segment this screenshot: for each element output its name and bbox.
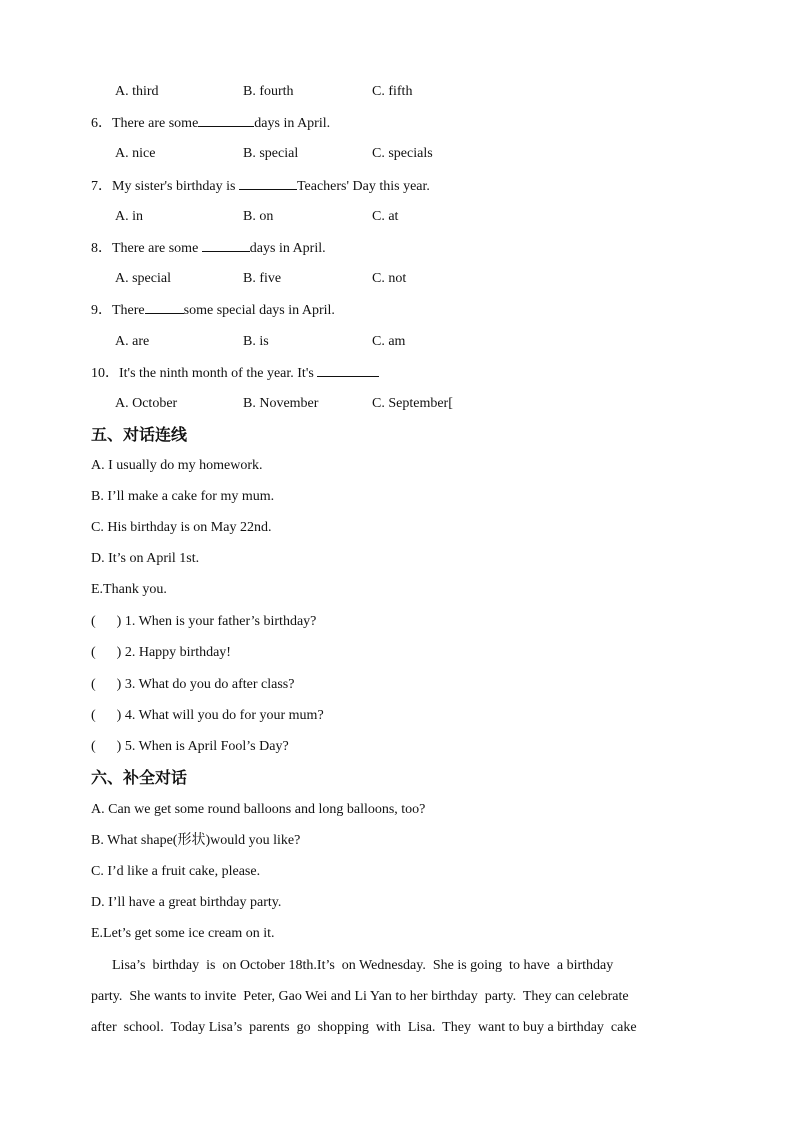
question-number: 9． [91,303,112,318]
q5-option-b: B. fourth [243,84,294,99]
question-number: 10． [91,366,119,381]
passage-line-3: after school. Today Lisa’s parents go shopping with Lisa. They want to buy a birthday cake [91,1020,637,1035]
question-9 [91,301,335,320]
q10-option-c: C. September[ [372,396,453,411]
dialogue-option-d: D. I’ll have a great birthday party. [91,895,282,910]
dialogue-option-e: E.Let’s get some ice cream on it. [91,926,275,941]
passage-line-1: Lisa’s birthday is on October 18th.It’s on Wednesday. She is going to have a birthday [91,958,614,973]
question-text-before: My sister's birthday is [112,179,239,194]
answer-paren: ( ) [91,677,122,692]
passage-line-2: party. She wants to invite Peter, Gao Wei and Li Yan to her birthday party. They can celebrate [91,989,629,1004]
q6-option-c: C. specials [372,146,433,161]
q8-option-a: A. special [115,271,171,286]
answer-choice-e: E.Thank you. [91,582,167,597]
question-text-after: some special days in April. [183,303,335,318]
answer-choice-b: B. I’ll make a cake for my mum. [91,489,275,504]
match-question-3 [91,676,294,694]
question-number: 7． [91,179,112,194]
match-question-5 [91,738,289,756]
q9-option-a: A. are [115,334,150,349]
question-text-before: It's the ninth month of the year. It's [119,366,318,381]
answer-blank [202,239,250,252]
q9-option-b: B. is [243,334,269,349]
question-text-after: days in April. [249,241,326,256]
question-6 [91,114,330,133]
question-text-before: There [112,303,145,318]
question-number: 6． [91,116,112,131]
answer-blank [239,177,297,190]
question-text: 1. When is your father’s birthday? [124,614,317,629]
q6-option-a: A. nice [115,146,156,161]
question-text: 2. Happy birthday! [124,645,231,660]
section-5-title: 五、对话连线 [91,425,188,444]
q9-option-c: C. am [372,334,406,349]
answer-choice-c: C. His birthday is on May 22nd. [91,520,272,535]
question-10 [91,364,379,383]
question-text-after: Teachers' Day this year. [296,179,430,194]
answer-choice-d: D. It’s on April 1st. [91,551,200,566]
answer-paren: ( ) [91,614,122,629]
answer-blank [145,301,184,314]
answer-blank [317,364,379,377]
q8-option-b: B. five [243,271,282,286]
q7-option-b: B. on [243,209,274,224]
answer-paren: ( ) [91,708,122,723]
question-text: 5. When is April Fool’s Day? [124,739,289,754]
section-6-title: 六、补全对话 [91,768,188,787]
question-text: 4. What will you do for your mum? [124,708,324,723]
q10-option-a: A. October [115,396,178,411]
match-question-1 [91,613,316,631]
answer-paren: ( ) [91,739,122,754]
q5-option-a: A. third [115,84,159,99]
dialogue-option-b: B. What shape(形状)would you like? [91,833,301,848]
question-text-before: There are some [112,116,199,131]
q8-option-c: C. not [372,271,407,286]
dialogue-option-a: A. Can we get some round balloons and long balloons, too? [91,802,426,817]
question-text-before: There are some [112,241,202,256]
question-text-after: days in April. [254,116,331,131]
dialogue-option-c: C. I’d like a fruit cake, please. [91,864,261,879]
q10-option-b: B. November [243,396,319,411]
question-8 [91,239,326,258]
q7-option-a: A. in [115,209,143,224]
question-7 [91,177,430,196]
match-question-2 [91,644,231,662]
question-number: 8． [91,241,112,256]
q7-option-c: C. at [372,209,399,224]
answer-blank [198,114,254,127]
match-question-4 [91,707,324,725]
q6-option-b: B. special [243,146,299,161]
question-text: 3. What do you do after class? [124,677,295,692]
q5-option-c: C. fifth [372,84,413,99]
answer-choice-a: A. I usually do my homework. [91,458,263,473]
answer-paren: ( ) [91,645,122,660]
